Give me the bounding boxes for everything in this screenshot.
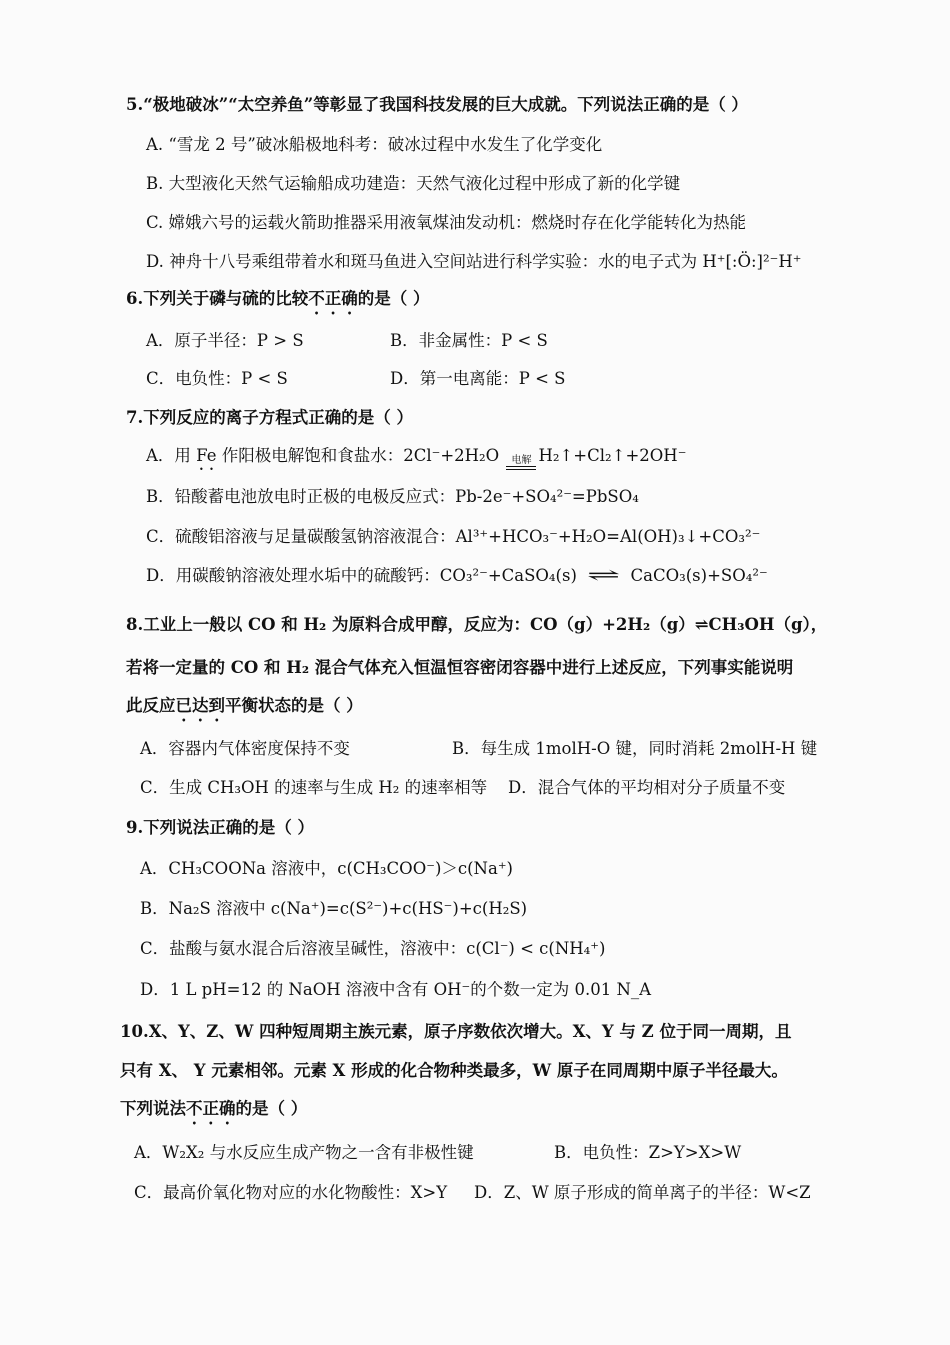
q10-stem-line2: 只有 X、 Y 元素相邻。元素 X 形成的化合物种类最多，W 原子在同周期中原子半径最大。	[120, 1061, 788, 1080]
q9-option-b: B．Na₂S 溶液中 c(Na⁺)=c(S²⁻)+c(HS⁻)+c(H₂S)	[140, 899, 528, 918]
q5-option-b: B. 大型液化天然气运输船成功建造：天然气液化过程中形成了新的化学键	[146, 174, 681, 193]
q10-option-d: D．Z、W 原子形成的简单离子的半径：W<Z	[474, 1183, 811, 1202]
q10-option-a: A．W₂X₂ 与水反应生成产物之一含有非极性键	[134, 1143, 474, 1162]
q10-stem-line1: 10.X、Y、Z、W 四种短周期主族元素，原子序数依次增大。X、Y 与 Z 位于同一周期，且	[120, 1022, 792, 1041]
q6-option-b: B．非金属性：P < S	[390, 331, 548, 350]
q6-stem-text: 6.下列关于磷与硫的比较	[126, 289, 309, 308]
q7-a-equals-bar	[506, 466, 536, 470]
q6-option-d: D．第一电离能：P < S	[390, 369, 566, 388]
q7-a-mid: 作阳极电解饱和食盐水：2Cl⁻+2H₂O	[216, 446, 500, 465]
q7-option-a	[146, 445, 686, 474]
q7-a-condition	[506, 456, 536, 470]
q10-option-b: B．电负性：Z>Y>X>W	[554, 1143, 742, 1162]
q7-d-text: D．用碳酸钠溶液处理水垢中的硫酸钙：CO₃²⁻+CaSO₄(s)	[146, 566, 577, 585]
q6-option-a: A．原子半径：P > S	[146, 331, 304, 350]
q8-stem-tail: 平衡状态的是（ ）	[225, 696, 363, 715]
q10-stem-line3	[120, 1098, 307, 1128]
q9-option-c: C．盐酸与氨水混合后溶液呈碱性，溶液中：c(Cl⁻) < c(NH₄⁺)	[140, 939, 606, 958]
q10-stem-tail: 的是（ ）	[235, 1099, 308, 1118]
q7-a-emphasis: Fe	[196, 446, 217, 465]
q5-option-d: D. 神舟十八号乘组带着水和斑马鱼进入空间站进行科学实验：水的电子式为 H⁺[:Ö:]²⁻H⁺	[146, 252, 802, 271]
q5-option-c: C. 嫦娥六号的运载火箭助推器采用液氧煤油发动机：燃烧时存在化学能转化为热能	[146, 213, 747, 232]
q5-stem: 5.“极地破冰”“太空养鱼”等彰显了我国科技发展的巨大成就。下列说法正确的是（ ）	[126, 95, 748, 114]
q10-stem-emphasis: 不正确	[186, 1099, 236, 1118]
q6-stem-tail: 的是（ ）	[357, 289, 430, 308]
q7-option-b: B．铅酸蓄电池放电时正极的电极反应式：Pb-2e⁻+SO₄²⁻=PbSO₄	[146, 487, 639, 506]
q7-a-text: A．用	[146, 446, 197, 465]
q7-d-products: CaCO₃(s)+SO₄²⁻	[630, 566, 768, 585]
q10-stem-text: 下列说法	[120, 1099, 186, 1118]
q6-stem	[126, 288, 429, 318]
q9-option-d: D．1 L pH=12 的 NaOH 溶液中含有 OH⁻的个数一定为 0.01 N_A	[140, 980, 652, 999]
q8-stem-line2: 若将一定量的 CO 和 H₂ 混合气体充入恒温恒容密闭容器中进行上述反应，下列事实能说明	[126, 658, 794, 677]
q7-a-products: H₂↑+Cl₂↑+2OH⁻	[538, 446, 687, 465]
q7-a-condition-label: 电解	[511, 455, 532, 466]
q8-option-c: C．生成 CH₃OH 的速率与生成 H₂ 的速率相等	[140, 778, 488, 797]
q8-stem-line1: 8.工业上一般以 CO 和 H₂ 为原料合成甲醇，反应为：CO（g）+2H₂（g）⇌CH₃OH（g），	[126, 615, 828, 634]
q7-option-c: C．硫酸铝溶液与足量碳酸氢钠溶液混合：Al³⁺+HCO₃⁻+H₂O=Al(OH)₃↓+CO₃²⁻	[146, 527, 761, 546]
q8-option-d: D．混合气体的平均相对分子质量不变	[508, 778, 786, 797]
q8-stem-line3	[126, 695, 363, 725]
q6-option-c: C．电负性：P < S	[146, 369, 288, 388]
q7-stem: 7.下列反应的离子方程式正确的是（ ）	[126, 408, 413, 427]
q9-option-a: A．CH₃COONa 溶液中，c(CH₃COO⁻)＞c(Na⁺)	[140, 859, 513, 878]
q7-option-d	[146, 565, 768, 587]
q6-stem-emphasis: 不正确	[308, 289, 358, 308]
q5-option-a: A. “雪龙 2 号”破冰船极地科考：破冰过程中水发生了化学变化	[146, 135, 603, 154]
q8-option-b: B．每生成 1molH-O 键，同时消耗 2molH-H 键	[452, 739, 818, 758]
q8-stem-text: 此反应	[126, 696, 176, 715]
q8-stem-emphasis: 已达到	[175, 696, 225, 715]
q9-stem: 9.下列说法正确的是（ ）	[126, 818, 314, 837]
q7-d-equilibrium-arrow: ⇌	[587, 565, 621, 586]
q10-option-c: C．最高价氧化物对应的水化物酸性：X>Y	[134, 1183, 448, 1202]
q8-option-a: A．容器内气体密度保持不变	[140, 739, 350, 758]
